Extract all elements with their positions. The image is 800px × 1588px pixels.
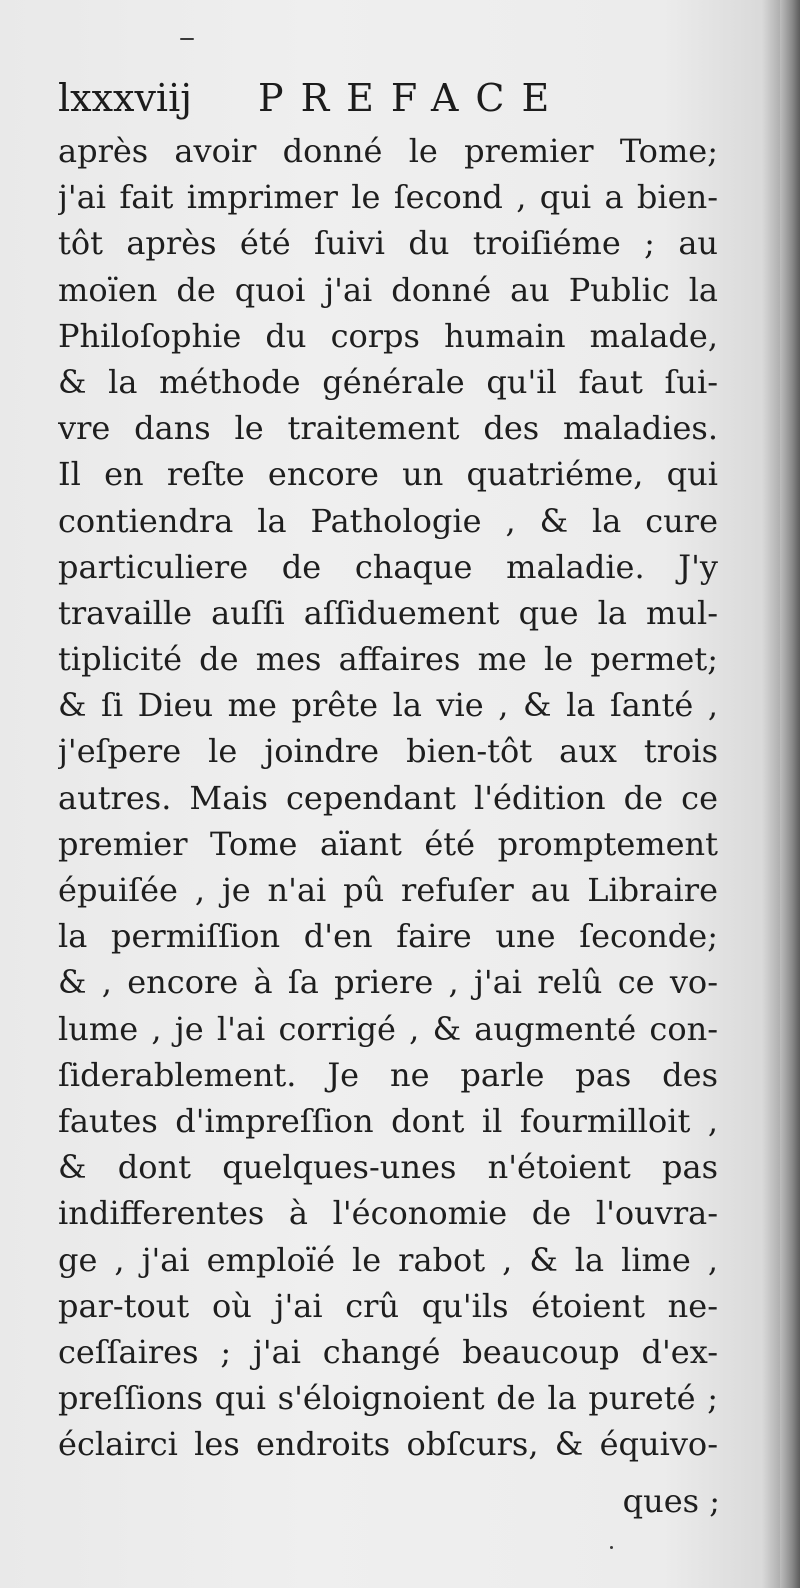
- text-line: j'eſpere le joindre bien-tôt aux trois: [58, 732, 718, 771]
- ink-speck: [610, 1546, 613, 1549]
- text-line: & la méthode générale qu'il faut ſui-: [58, 362, 718, 401]
- text-line: épuiſée , je n'ai pû refuſer au Libraire: [58, 871, 718, 909]
- text-line: preſſions qui s'éloignoient de la pureté ;: [58, 1379, 718, 1418]
- running-head: [58, 76, 738, 132]
- text-line: Philoſophie du corps humain malade,: [58, 316, 718, 355]
- text-line: premier Tome aïant été promptement: [58, 824, 718, 863]
- ink-speck: [180, 38, 194, 40]
- text-line: la permiſſion d'en faire une ſeconde;: [58, 917, 718, 956]
- text-line: par-tout où j'ai crû qu'ils étoient ne-: [58, 1286, 718, 1325]
- text-line: lume , je l'ai corrigé , & augmenté con-: [58, 1009, 718, 1048]
- text-line: indifferentes à l'économie de l'ouvra-: [58, 1194, 718, 1233]
- folio-number: lxxxviij: [58, 76, 193, 120]
- catchword: ques ;: [622, 1482, 720, 1520]
- text-line: travaille auſſi aſſiduement que la mul-: [58, 593, 718, 632]
- page-edge-shadow: [762, 0, 780, 1588]
- text-line: éclairci les endroits obſcurs, & équivo-: [58, 1425, 718, 1464]
- text-line: après avoir donné le premier Tome;: [58, 132, 718, 170]
- running-head-title: PREFACE: [258, 76, 567, 120]
- text-line: tiplicité de mes affaires me le permet;: [58, 640, 718, 679]
- text-line: j'ai fait imprimer le ſecond , qui a bien-: [58, 178, 718, 217]
- text-line: & ſi Dieu me prête la vie , & la ſanté ,: [58, 686, 718, 725]
- text-line: ſiderablement. Je ne parle pas des: [58, 1055, 718, 1094]
- text-line: ge , j'ai emploïé le rabot , & la lime ,: [58, 1240, 718, 1279]
- text-line: Il en reſte encore un quatriéme, qui: [58, 455, 718, 494]
- text-line: contiendra la Pathologie , & la cure: [58, 501, 718, 540]
- text-line: & dont quelques-unes n'étoient pas: [58, 1148, 718, 1187]
- text-line: moïen de quoi j'ai donné au Public la: [58, 270, 718, 309]
- text-line: fautes d'impreſſion dont il fourmilloit ,: [58, 1101, 718, 1140]
- text-line: vre dans le traitement des maladies.: [58, 409, 718, 448]
- text-line: tôt après été ſuivi du troiſiéme ; au: [58, 224, 718, 263]
- text-line: & , encore à ſa priere , j'ai relû ce vo-: [58, 963, 718, 1002]
- body-text: [58, 128, 718, 1467]
- text-line: ceſſaires ; j'ai changé beaucoup d'ex-: [58, 1332, 718, 1371]
- text-line: autres. Mais cependant l'édition de ce: [58, 778, 718, 817]
- book-binding-edge: [780, 0, 800, 1588]
- text-line: particuliere de chaque maladie. J'y: [58, 547, 718, 586]
